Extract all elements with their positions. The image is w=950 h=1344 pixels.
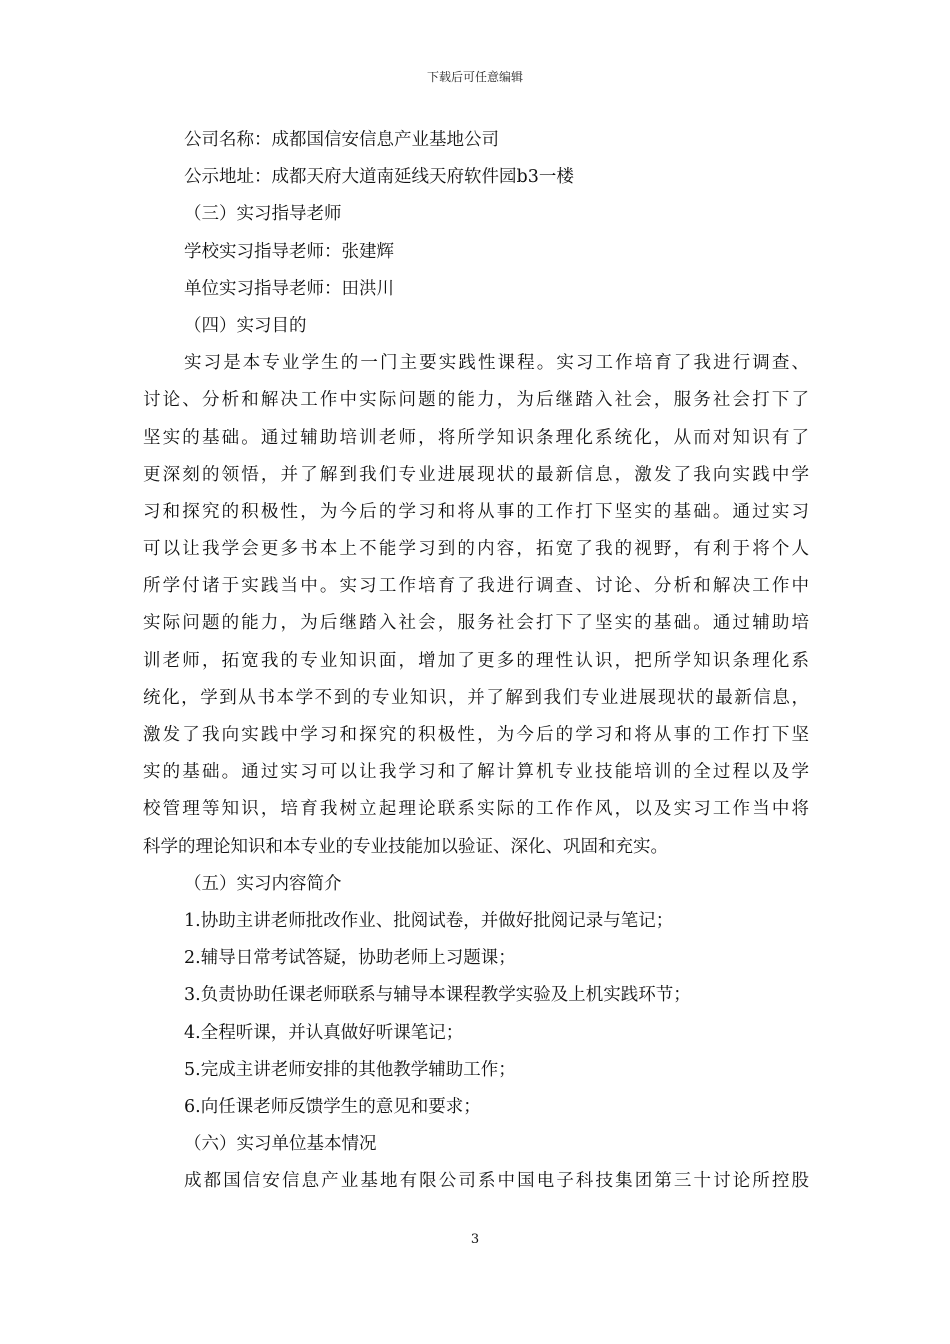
text-line: （五）实习内容简介 (184, 873, 342, 894)
text-line: 实的基础。通过实习可以让我学习和了解计算机专业技能培训的全过程以及学 (143, 762, 809, 783)
text-line: 3.负责协助任课老师联系与辅导本课程教学实验及上机实践环节； (184, 985, 691, 1006)
text-line: 激发了我向实践中学习和探究的积极性，为今后的学习和将从事的工作打下坚 (143, 725, 809, 745)
text-line: 习和探究的积极性，为今后的学习和将从事的工作打下坚实的基础。通过实习 (143, 501, 809, 522)
text-line: 统化，学到从书本学不到的专业知识，并了解到我们专业进展现状的最新信息， (143, 687, 809, 708)
text-line: 训老师，拓宽我的专业知识面，增加了更多的理性认识，把所学知识条理化系 (143, 650, 809, 671)
body-text (143, 122, 809, 1200)
text-line: （四）实习目的 (184, 315, 307, 336)
text-line: （六）实习单位基本情况 (184, 1134, 377, 1155)
text-line: 公司名称：成都国信安信息产业基地公司 (184, 130, 499, 150)
text-line: 成都国信安信息产业基地有限公司系中国电子科技集团第三十讨论所控股 (184, 1171, 809, 1192)
text-line: 校管理等知识，培育我树立起理论联系实际的工作作风，以及实习工作当中将 (143, 799, 809, 820)
text-line: 可以让我学会更多书本上不能学习到的内容，拓宽了我的视野，有利于将个人 (143, 539, 809, 560)
text-line: 学校实习指导老师：张建辉 (184, 241, 394, 262)
text-line: 5.完成主讲老师安排的其他教学辅助工作； (184, 1059, 516, 1080)
text-line: 1.协助主讲老师批改作业、批阅试卷，并做好批阅记录与笔记； (184, 910, 674, 931)
page-number: 3 (470, 1232, 480, 1247)
text-line: 实际问题的能力，为后继踏入社会，服务社会打下了坚实的基础。通过辅助培 (143, 613, 809, 634)
text-line: 4.全程听课，并认真做好听课笔记； (184, 1022, 464, 1043)
text-line: 单位实习指导老师：田洪川 (184, 278, 394, 299)
text-line: （三）实习指导老师 (184, 204, 342, 225)
page-header: 下载后可任意编辑 (426, 70, 523, 84)
text-line: 讨论、分析和解决工作中实际问题的能力，为后继踏入社会，服务社会打下了 (143, 390, 809, 411)
text-line: 坚实的基础。通过辅助培训老师，将所学知识条理化系统化，从而对知识有了 (143, 427, 809, 448)
text-line: 更深刻的领悟，并了解到我们专业进展现状的最新信息，激发了我向实践中学 (143, 464, 809, 485)
text-line: 实习是本专业学生的一门主要实践性课程。实习工作培育了我进行调查、 (184, 353, 809, 374)
text-line: 所学付诸于实践当中。实习工作培育了我进行调查、讨论、分析和解决工作中 (143, 576, 809, 597)
text-line: 科学的理论知识和本专业的专业技能加以验证、深化、巩固和充实。 (143, 836, 668, 857)
text-line: 公示地址：成都天府大道南延线天府软件园b3一楼 (184, 167, 574, 188)
text-line: 2.辅导日常考试答疑，协助老师上习题课； (184, 948, 516, 969)
text-line: 6.向任课老师反馈学生的意见和要求； (184, 1096, 481, 1117)
